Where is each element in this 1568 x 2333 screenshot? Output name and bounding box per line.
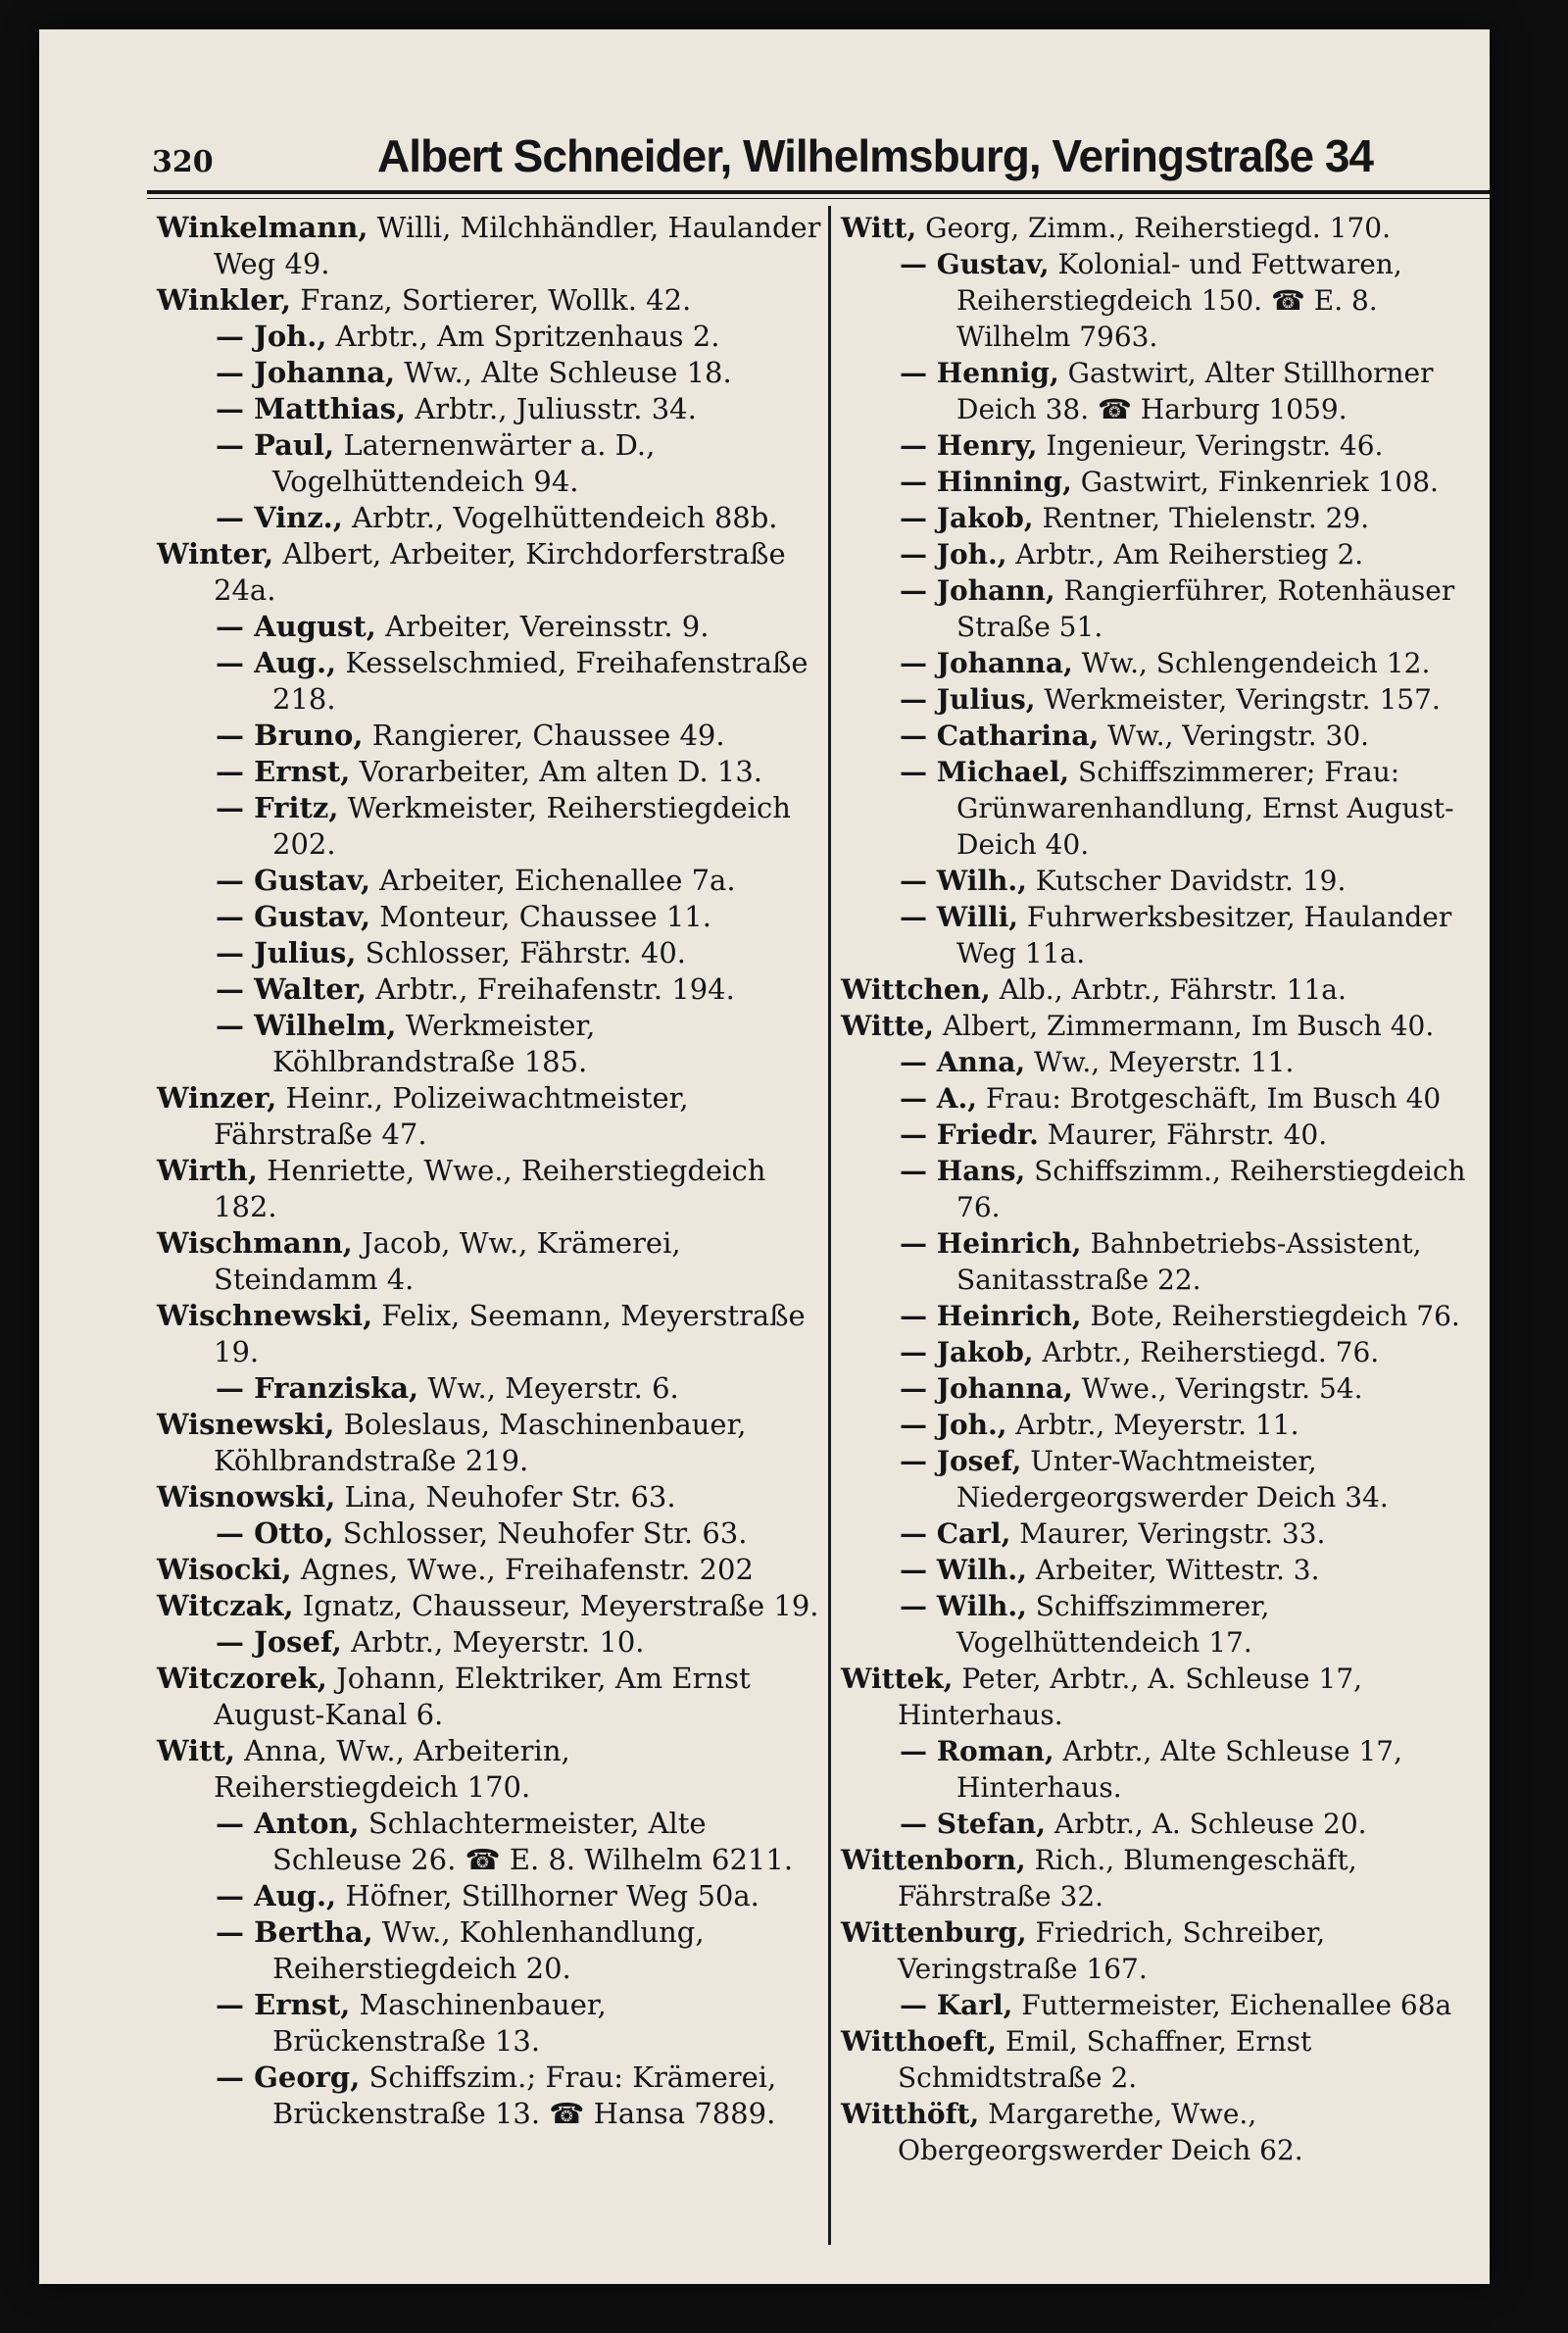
- directory-entry: [841, 645, 1488, 681]
- entry-name: — Georg,: [216, 2060, 361, 2094]
- directory-entry: [157, 1515, 823, 1552]
- directory-entry: [841, 681, 1488, 718]
- directory-entry: [841, 1334, 1488, 1370]
- entry-details: Wwe., Veringstr. 54.: [1072, 1372, 1363, 1405]
- directory-entry: [841, 718, 1488, 754]
- directory-entry: [841, 2023, 1488, 2096]
- directory-entry: [157, 1407, 823, 1479]
- entry-details: Lina, Neuhofer Str. 63.: [335, 1480, 676, 1514]
- entry-name: — Wilhelm,: [216, 1009, 397, 1042]
- entry-details: Werkmeister, Köhlbrandstraße 185.: [272, 1009, 596, 1078]
- directory-entry: [841, 1842, 1488, 1914]
- directory-entry: [157, 210, 823, 282]
- entry-details: Werkmeister, Reiherstiegdeich 202.: [272, 791, 791, 861]
- entry-name: — Hinning,: [900, 466, 1072, 498]
- directory-entry: [157, 1479, 823, 1515]
- entry-details: Schlachtermeister, Alte Schleuse 26. ☎ E. 8. Wilhelm 6211.: [272, 1807, 794, 1876]
- entry-name: — Michael,: [900, 756, 1070, 788]
- entry-details: Schiffszimm., Reiherstiegdeich 76.: [956, 1155, 1466, 1223]
- entry-details: Alb., Arbtr., Fährstr. 11a.: [990, 973, 1347, 1006]
- entry-name: Witczak,: [157, 1589, 294, 1622]
- entry-name: Wisnewski,: [157, 1408, 335, 1441]
- entry-details: Willi, Milchhändler, Haulander Weg 49.: [214, 211, 821, 280]
- entry-name: — Ernst,: [216, 1988, 351, 2021]
- entry-details: Friedrich, Schreiber, Veringstraße 167.: [898, 1916, 1326, 1985]
- directory-entry: [157, 790, 823, 863]
- header-rule-thick: [147, 190, 1490, 194]
- entry-name: — Joh.,: [216, 320, 327, 353]
- entry-name: Wirth,: [157, 1154, 258, 1187]
- entry-details: Ww., Veringstr. 30.: [1099, 720, 1370, 752]
- entry-name: Wittenburg,: [841, 1916, 1027, 1949]
- entry-name: Winzer,: [157, 1081, 277, 1115]
- directory-entry: [841, 1733, 1488, 1806]
- entry-name: — Karl,: [900, 1989, 1013, 2021]
- entry-details: Vorarbeiter, Am alten D. 13.: [350, 755, 763, 788]
- entry-details: Ingenieur, Veringstr. 46.: [1037, 429, 1384, 462]
- entry-name: Witthöft,: [841, 2098, 980, 2130]
- entry-name: — Aug.,: [216, 1879, 337, 1912]
- entry-details: Arbtr., Meyerstr. 10.: [341, 1625, 645, 1659]
- entry-name: — Jakob,: [900, 502, 1034, 534]
- entry-name: Wischmann,: [157, 1226, 353, 1260]
- entry-name: — Johanna,: [216, 356, 396, 389]
- entry-details: Agnes, Wwe., Freihafenstr. 202: [291, 1553, 754, 1586]
- entry-details: Arbeiter, Eichenallee 7a.: [370, 864, 736, 897]
- entry-name: — Wilh.,: [900, 865, 1027, 897]
- entry-name: — Joh.,: [900, 538, 1007, 571]
- directory-entry: [157, 1225, 823, 1298]
- entry-name: — Aug.,: [216, 646, 337, 679]
- entry-name: Winkler,: [157, 283, 291, 317]
- directory-entry: [157, 971, 823, 1008]
- entry-details: Albert, Zimmermann, Im Busch 40.: [934, 1010, 1435, 1042]
- directory-entry: [157, 1987, 823, 2060]
- entry-details: Gastwirt, Alter Stillhorner Deich 38. ☎ Harburg 1059.: [956, 357, 1434, 425]
- entry-name: — Gustav,: [216, 900, 371, 933]
- entry-details: Ww., Alte Schleuse 18.: [395, 356, 732, 389]
- entry-name: — Heinrich,: [900, 1227, 1082, 1260]
- directory-entry: [841, 899, 1488, 971]
- entry-name: — Henry,: [900, 429, 1038, 462]
- directory-entry: [841, 1661, 1488, 1733]
- directory-entry: [157, 355, 823, 391]
- directory-entry: [157, 2060, 823, 2132]
- directory-entry: [157, 427, 823, 500]
- directory-entry: [841, 1552, 1488, 1588]
- directory-entry: [157, 1661, 823, 1733]
- entry-name: — Willi,: [900, 901, 1018, 933]
- directory-entry: [841, 1987, 1488, 2023]
- entry-name: Witczorek,: [157, 1662, 327, 1695]
- page-number: 320: [152, 145, 214, 179]
- directory-page: [39, 29, 1490, 2284]
- entry-details: Maschinenbauer, Brückenstraße 13.: [272, 1988, 607, 2058]
- entry-details: Fuhrwerksbesitzer, Haulander Weg 11a.: [956, 901, 1452, 969]
- directory-entry: [841, 1080, 1488, 1117]
- directory-entry: [157, 1080, 823, 1153]
- entry-name: — Ernst,: [216, 755, 351, 788]
- directory-entry: [157, 863, 823, 899]
- page-header: [152, 116, 1485, 194]
- entry-name: Wittenborn,: [841, 1844, 1026, 1876]
- directory-entry: [841, 2096, 1488, 2168]
- entry-details: Monteur, Chaussee 11.: [370, 900, 711, 933]
- entry-name: — Catharina,: [900, 720, 1100, 752]
- directory-entry: [841, 1225, 1488, 1298]
- directory-entry: [841, 536, 1488, 572]
- directory-entry: [157, 609, 823, 645]
- directory-entry: [157, 754, 823, 790]
- directory-entry: [157, 500, 823, 536]
- entry-details: Arbeiter, Vereinsstr. 9.: [375, 610, 710, 643]
- entry-details: Schiffszim.; Frau: Krämerei, Brückenstraße 13. ☎ Hansa 7889.: [272, 2060, 777, 2130]
- entry-name: Witt,: [157, 1734, 235, 1767]
- directory-entry: [157, 1008, 823, 1080]
- entry-details: Schlosser, Neuhofer Str. 63.: [333, 1516, 748, 1550]
- entry-details: Unter-Wachtmeister, Niedergeorgswerder Deich 34.: [956, 1445, 1389, 1514]
- directory-entry: [157, 1806, 823, 1878]
- entry-name: — Matthias,: [216, 392, 407, 425]
- entry-details: Arbtr., Am Spritzenhaus 2.: [326, 320, 720, 353]
- entry-name: Wischnewski,: [157, 1299, 373, 1332]
- directory-entry: [841, 464, 1488, 500]
- entry-name: — Hennig,: [900, 357, 1059, 389]
- entry-details: Arbtr., Alte Schleuse 17, Hinterhaus.: [956, 1735, 1402, 1804]
- entry-name: — Johanna,: [900, 647, 1073, 679]
- directory-entry: [841, 246, 1488, 355]
- entry-details: Schiffszimmerer; Frau: Grünwarenhandlung, Ernst August-Deich 40.: [956, 756, 1454, 861]
- entry-name: — Julius,: [900, 683, 1036, 716]
- entry-name: — Hans,: [900, 1155, 1026, 1187]
- directory-entry: [841, 863, 1488, 899]
- entry-details: Kolonial- und Fettwaren, Reiherstiegdeich 150. ☎ E. 8. Wilhelm 7963.: [956, 248, 1402, 353]
- entry-name: — Stefan,: [900, 1808, 1047, 1840]
- entry-details: Ww., Schlengendeich 12.: [1072, 647, 1431, 679]
- entry-name: — Wilh.,: [900, 1590, 1027, 1622]
- entry-details: Henriette, Wwe., Reiherstiegdeich 182.: [214, 1154, 766, 1223]
- directory-entry: [841, 355, 1488, 427]
- directory-entry: [157, 1153, 823, 1225]
- entry-details: Georg, Zimm., Reiherstiegd. 170.: [916, 212, 1391, 244]
- directory-entry: [841, 1914, 1488, 1987]
- entry-name: Wisocki,: [157, 1553, 292, 1586]
- entry-name: Wittek,: [841, 1663, 954, 1695]
- entry-details: Rentner, Thielenstr. 29.: [1033, 502, 1370, 534]
- entry-details: Frau: Brotgeschäft, Im Busch 40: [976, 1082, 1442, 1115]
- entry-details: Maurer, Veringstr. 33.: [1010, 1517, 1326, 1550]
- directory-entry: [841, 1515, 1488, 1552]
- entry-name: Winkelmann,: [157, 211, 368, 244]
- entry-details: Emil, Schaffner, Ernst Schmidtstraße 2.: [898, 2025, 1312, 2094]
- directory-entry: [841, 1806, 1488, 1842]
- directory-entry: [157, 1370, 823, 1407]
- entry-name: — Josef,: [216, 1625, 342, 1659]
- entry-details: Ignatz, Chausseur, Meyerstraße 19.: [293, 1589, 819, 1622]
- entry-details: Boleslaus, Maschinenbauer, Köhlbrandstraße 219.: [214, 1408, 747, 1477]
- entry-details: Franz, Sortierer, Wollk. 42.: [291, 283, 692, 317]
- entry-details: Kesselschmied, Freihafenstraße 218.: [272, 646, 808, 716]
- entry-details: Johann, Elektriker, Am Ernst August-Kanal 6.: [214, 1662, 751, 1731]
- entry-name: — Friedr.: [900, 1118, 1039, 1151]
- entry-details: Ww., Kohlenhandlung, Reiherstiegdeich 20.: [272, 1915, 705, 1985]
- directory-entry: [157, 1733, 823, 1806]
- entry-details: Arbtr., Meyerstr. 11.: [1006, 1409, 1299, 1441]
- entry-details: Bahnbetriebs-Assistent, Sanitasstraße 22.: [956, 1227, 1422, 1296]
- directory-entry: [157, 1588, 823, 1624]
- directory-entry: [841, 572, 1488, 645]
- header-rule-thin: [147, 198, 1490, 199]
- entry-details: Arbtr., Freihafenstr. 194.: [367, 972, 735, 1006]
- directory-entry: [841, 1044, 1488, 1080]
- entry-name: — A.,: [900, 1082, 977, 1115]
- entry-details: Ww., Meyerstr. 6.: [418, 1371, 679, 1405]
- entry-details: Rich., Blumengeschäft, Fährstraße 32.: [898, 1844, 1357, 1912]
- entry-name: — Heinrich,: [900, 1300, 1082, 1332]
- directory-entry: [157, 1878, 823, 1914]
- directory-entry: [841, 1298, 1488, 1334]
- directory-entry: [157, 282, 823, 319]
- directory-entry: [157, 718, 823, 754]
- entry-details: Bote, Reiherstiegdeich 76.: [1081, 1300, 1460, 1332]
- entry-name: — Vinz.,: [216, 501, 343, 534]
- entry-name: — Roman,: [900, 1735, 1054, 1767]
- entry-details: Schlosser, Fährstr. 40.: [356, 936, 686, 969]
- entry-name: Witthoeft,: [841, 2025, 998, 2058]
- right-column: [841, 210, 1488, 2168]
- directory-entry: [157, 935, 823, 971]
- entry-name: — Otto,: [216, 1516, 334, 1550]
- entry-details: Albert, Arbeiter, Kirchdorferstraße 24a.: [214, 537, 786, 607]
- entry-details: Laternenwärter a. D., Vogelhüttendeich 94.: [272, 428, 656, 498]
- directory-entry: [841, 1443, 1488, 1515]
- entry-name: — Gustav,: [900, 248, 1050, 280]
- directory-entry: [841, 1008, 1488, 1044]
- directory-entry: [841, 500, 1488, 536]
- entry-name: Witte,: [841, 1010, 935, 1042]
- directory-entry: [841, 1588, 1488, 1661]
- entry-name: — Johann,: [900, 574, 1055, 607]
- directory-entry: [841, 427, 1488, 464]
- left-column: [157, 210, 823, 2132]
- entry-details: Rangierer, Chaussee 49.: [363, 719, 725, 752]
- entry-details: Arbtr., Juliusstr. 34.: [406, 392, 697, 425]
- entry-name: — Julius,: [216, 936, 357, 969]
- entry-details: Arbtr., Reiherstiegd. 76.: [1033, 1336, 1380, 1368]
- entry-details: Futtermeister, Eichenallee 68a: [1012, 1989, 1452, 2021]
- entry-details: Werkmeister, Veringstr. 157.: [1035, 683, 1441, 716]
- entry-name: — Joh.,: [900, 1409, 1007, 1441]
- directory-entry: [157, 1624, 823, 1661]
- entry-details: Gastwirt, Finkenriek 108.: [1071, 466, 1439, 498]
- entry-name: — Anton,: [216, 1807, 360, 1840]
- entry-name: — August,: [216, 610, 376, 643]
- entry-name: — Wilh.,: [900, 1554, 1027, 1586]
- entry-details: Anna, Ww., Arbeiterin, Reiherstiegdeich 170.: [214, 1734, 570, 1804]
- directory-entry: [841, 1117, 1488, 1153]
- entry-details: Jacob, Ww., Krämerei, Steindamm 4.: [214, 1226, 681, 1296]
- entry-details: Heinr., Polizeiwachtmeister, Fährstraße 47.: [214, 1081, 689, 1151]
- directory-entry: [157, 1298, 823, 1370]
- entry-details: Peter, Arbtr., A. Schleuse 17, Hinterhaus.: [898, 1663, 1363, 1731]
- entry-details: Kutscher Davidstr. 19.: [1026, 865, 1347, 897]
- directory-entry: [157, 319, 823, 355]
- directory-entry: [157, 899, 823, 935]
- directory-entry: [157, 645, 823, 718]
- entry-details: Arbtr., A. Schleuse 20.: [1046, 1808, 1367, 1840]
- running-title: Albert Schneider, Wilhelmsburg, Veringstraße 34: [377, 130, 1374, 181]
- entry-details: Rangierführer, Rotenhäuser Straße 51.: [956, 574, 1455, 643]
- directory-entry: [157, 1552, 823, 1588]
- entry-name: — Walter,: [216, 972, 368, 1006]
- entry-details: Felix, Seemann, Meyerstraße 19.: [214, 1299, 806, 1368]
- entry-name: Witt,: [841, 212, 917, 244]
- entry-details: Arbtr., Vogelhüttendeich 88b.: [342, 501, 778, 534]
- entry-details: Höfner, Stillhorner Weg 50a.: [336, 1879, 760, 1912]
- entry-details: Margarethe, Wwe., Obergeorgswerder Deich 62.: [898, 2098, 1303, 2166]
- entry-name: — Gustav,: [216, 864, 371, 897]
- directory-entry: [157, 391, 823, 427]
- entry-details: Maurer, Fährstr. 40.: [1038, 1118, 1328, 1151]
- entry-name: — Jakob,: [900, 1336, 1034, 1368]
- entry-details: Ww., Meyerstr. 11.: [1025, 1046, 1295, 1078]
- column-divider: [828, 206, 831, 2245]
- entry-name: Wittchen,: [841, 973, 991, 1006]
- entry-name: — Johanna,: [900, 1372, 1073, 1405]
- directory-entry: [841, 1153, 1488, 1225]
- entry-name: — Anna,: [900, 1046, 1026, 1078]
- entry-name: — Carl,: [900, 1517, 1011, 1550]
- entry-name: — Franziska,: [216, 1371, 419, 1405]
- entry-name: — Josef,: [900, 1445, 1022, 1477]
- directory-entry: [157, 1914, 823, 1987]
- entry-name: Winter,: [157, 537, 274, 571]
- directory-entry: [841, 210, 1488, 246]
- entry-name: — Fritz,: [216, 791, 339, 824]
- entry-name: — Bruno,: [216, 719, 364, 752]
- directory-entry: [841, 1370, 1488, 1407]
- entry-details: Arbeiter, Wittestr. 3.: [1026, 1554, 1320, 1586]
- directory-entry: [841, 971, 1488, 1008]
- entry-name: Wisnowski,: [157, 1480, 336, 1514]
- entry-name: — Bertha,: [216, 1915, 373, 1949]
- directory-entry: [841, 754, 1488, 863]
- entry-details: Arbtr., Am Reiherstieg 2.: [1006, 538, 1364, 571]
- directory-entry: [157, 536, 823, 609]
- entry-details: Schiffszimmerer, Vogelhüttendeich 17.: [956, 1590, 1270, 1659]
- entry-name: — Paul,: [216, 428, 335, 462]
- directory-entry: [841, 1407, 1488, 1443]
